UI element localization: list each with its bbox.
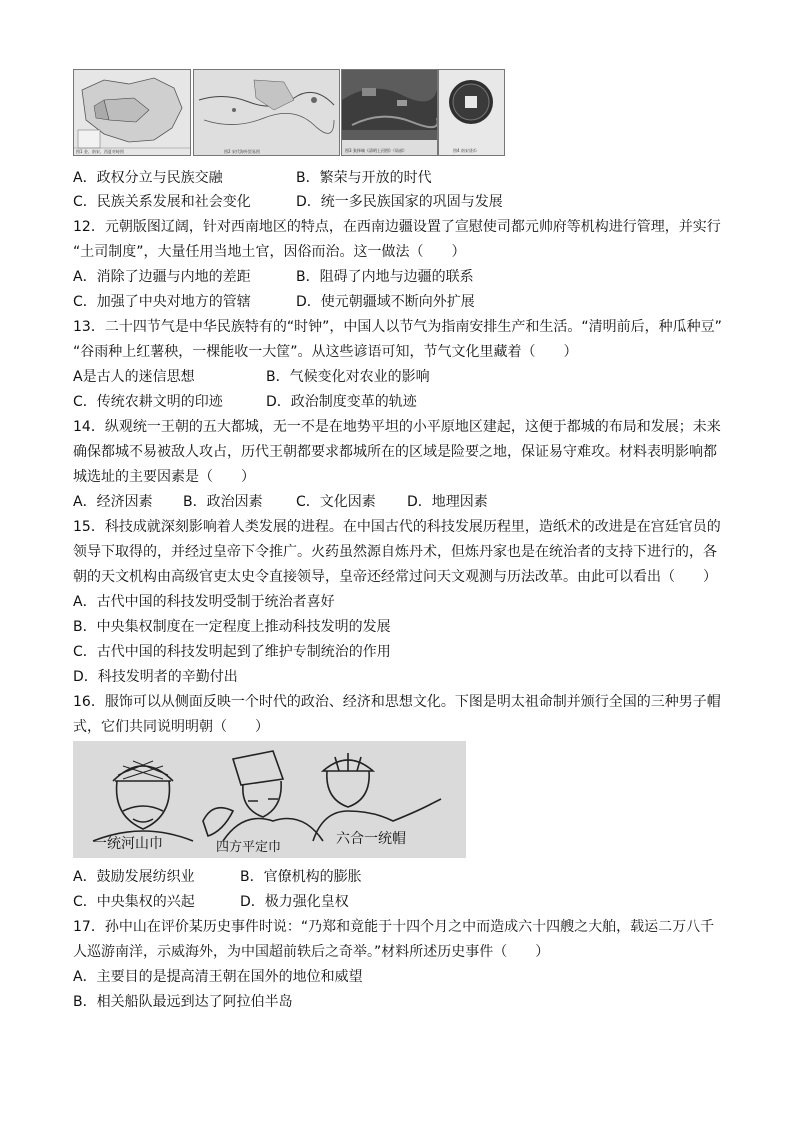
fig3-caption: 图3 张择端《清明上河图》（局部） xyxy=(345,148,407,153)
q16-stem-line1: 16．服饰可以从侧面反映一个时代的政治、经济和思想文化。下图是明太祖命制并颁行全国的三种男子帽 xyxy=(73,694,721,710)
map-song-sea-trade-image xyxy=(194,70,339,155)
q17-option-a: A．主要目的是提高清王朝在国外的地位和威望 xyxy=(73,969,363,985)
q11-option-d: D．统一多民族国家的巩固与发展 xyxy=(296,194,503,210)
q11-option-b: B．繁荣与开放的时代 xyxy=(296,170,432,186)
q14-option-c: C．文化因素 xyxy=(296,494,376,510)
q15-option-b: B．中央集权制度在一定程度上推动科技发明的发展 xyxy=(73,619,391,635)
q16-option-a: A．鼓励发展纺织业 xyxy=(73,869,195,885)
q16-option-b: B．官僚机构的膨胀 xyxy=(240,869,362,885)
fig1-caption: 图1 金、南宋、西夏对峙图 xyxy=(76,149,124,154)
q15-stem-line2: 领导下取得的，并经过皇帝下令推广。火药虽然源自炼丹术，但炼丹家也是在统治者的支持下进行的，各 xyxy=(73,544,717,560)
hat2-label: 四方平定巾 xyxy=(216,840,282,855)
q13-option-b: B．气候变化对农业的影响 xyxy=(266,369,430,385)
q13-stem-line2: “谷雨种上红薯秧，一棵能收一大筐”。从这些谚语可知，节气文化里藏着（ ） xyxy=(73,344,578,360)
q13-option-a: A是古人的迷信思想 xyxy=(73,369,195,385)
q13-option-c: C．传统农耕文明的印迹 xyxy=(73,394,223,410)
q11-option-a: A．政权分立与民族交融 xyxy=(73,170,223,186)
q12-option-c: C．加强了中央对地方的管辖 xyxy=(73,294,251,310)
fig2-caption: 图2 宋代海外贸易图 xyxy=(224,149,260,154)
q13-option-d: D．政治制度变革的轨迹 xyxy=(266,394,417,410)
q14-option-d: D．地理因素 xyxy=(407,494,488,510)
map-figure-2 xyxy=(193,69,340,156)
q17-option-b: B．相关船队最远到达了阿拉伯半岛 xyxy=(73,994,293,1010)
hat3-label: 六合一统帽 xyxy=(336,831,406,847)
q14-option-a: A．经济因素 xyxy=(73,494,153,510)
q15-stem-line3: 朝的天文机构由高级官吏太史令直接领导，皇帝还经常过问天文观测与历法改革。由此可以看出（ ） xyxy=(73,569,717,585)
q15-option-a: A．古代中国的科技发明受制于统治者喜好 xyxy=(73,594,335,610)
q16-option-c: C．中央集权的兴起 xyxy=(73,894,195,910)
q14-stem-line1: 14．纵观统一王朝的五大都城，无一不是在地势平坦的小平原地区建起，这便于都城的布局和发展；未来 xyxy=(73,419,721,435)
hats-figure xyxy=(73,741,466,858)
q12-option-b: B．阻碍了内地与边疆的联系 xyxy=(296,269,474,285)
q16-option-d: D．极力强化皇权 xyxy=(240,894,349,910)
fig4-caption: 图4 南宋货币 xyxy=(453,148,477,153)
q15-option-c: C．古代中国的科技发明起到了维护专制统治的作用 xyxy=(73,644,391,660)
hat1-label: 一统河山巾 xyxy=(93,836,163,852)
q12-stem-line1: 12．元朝版图辽阔，针对西南地区的特点，在西南边疆设置了宣慰使司都元帅府等机构进行管理，并实行 xyxy=(73,219,721,235)
q14-option-b: B．政治因素 xyxy=(183,494,263,510)
q12-stem-line2: “土司制度”，大量任用当地土官，因俗而治。这一做法（ ） xyxy=(73,244,466,260)
q17-stem-line2: 人巡游南洋，示威海外，为中国超前轶后之奇举。”材料所述历史事件（ ） xyxy=(73,944,550,960)
map-jin-song-xixia-image xyxy=(74,70,190,155)
q15-stem-line1: 15．科技成就深刻影响着人类发展的进程。在中国古代的科技发展历程里，造纸术的改进是在宫廷官员的 xyxy=(73,519,721,535)
q15-option-d: D．科技发明者的辛勤付出 xyxy=(73,669,238,685)
q12-option-d: D．使元朝疆域不断向外扩展 xyxy=(296,294,475,310)
painting-figure-3 xyxy=(341,69,438,156)
q12-option-a: A．消除了边疆与内地的差距 xyxy=(73,269,251,285)
song-coin-image xyxy=(439,70,504,155)
coin-figure-4 xyxy=(438,69,505,156)
map-figure-1 xyxy=(73,69,191,156)
q17-stem-line1: 17．孙中山在评价某历史事件时说：“乃郑和竟能于十四个月之中而造成六十四艘之大舶，载运二万八千 xyxy=(73,919,715,935)
q14-stem-line3: 城选址的主要因素是（ ） xyxy=(73,469,255,485)
qingming-painting-image xyxy=(342,70,437,155)
q13-stem-line1: 13．二十四节气是中华民族特有的“时钟”，中国人以节气为指南安排生产和生活。“清明前后，种瓜种豆” xyxy=(73,319,722,335)
q16-stem-line2: 式，它们共同说明明朝（ ） xyxy=(73,719,269,735)
q11-option-c: C．民族关系发展和社会变化 xyxy=(73,194,251,210)
q14-stem-line2: 确保都城不易被敌人攻占，历代王朝都要求都城所在的区域是险要之地，保证易守难攻。材料表明影响都 xyxy=(73,444,717,460)
